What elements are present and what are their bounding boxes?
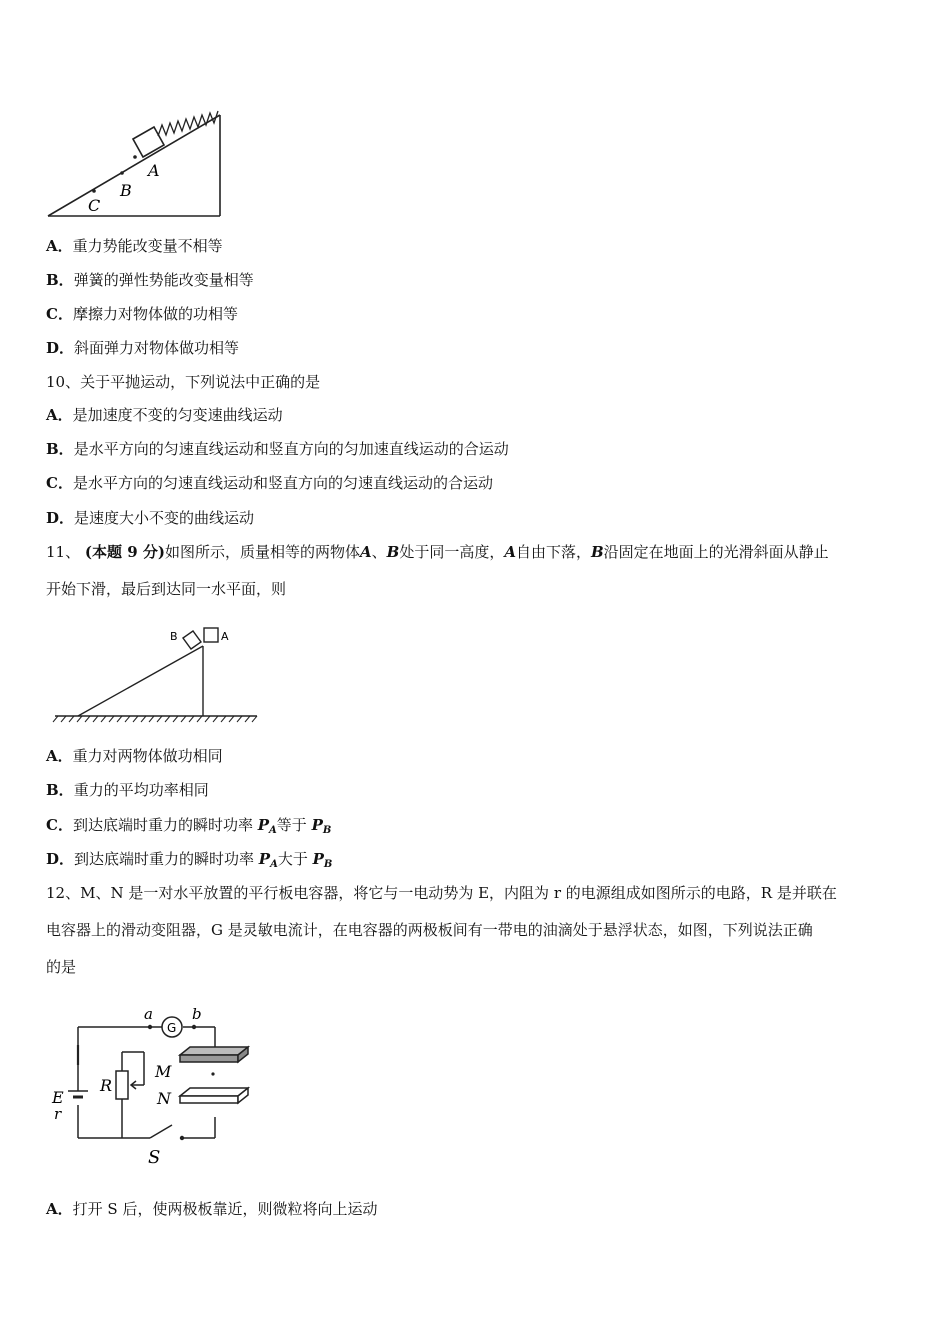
label-e-emf: E bbox=[52, 1088, 64, 1107]
q11-stem-line2: 开始下滑，最后到达同一水平面，则 bbox=[46, 580, 287, 598]
q9-option-c: C．摩擦力对物体做的功相等 bbox=[46, 305, 238, 323]
label-r-resistor: R bbox=[100, 1076, 113, 1095]
q9-option-d: D．斜面弹力对物体做功相等 bbox=[46, 339, 240, 357]
q10-option-a: A．是加速度不变的匀变速曲线运动 bbox=[46, 406, 283, 424]
label-b: B bbox=[170, 630, 178, 643]
label-n-plate: N bbox=[157, 1089, 171, 1108]
label-a: A bbox=[148, 161, 160, 180]
label-s-switch: S bbox=[148, 1147, 161, 1168]
q12-option-a: A．打开 S 后，使两极板靠近，则微粒将向上运动 bbox=[46, 1200, 378, 1218]
q12-stem-line2: 电容器上的滑动变阻器，G 是灵敏电流计，在电容器的两极板间有一带电的油滴处于悬浮状态，如图，下列说法正确 bbox=[46, 921, 813, 939]
q11-option-b: B．重力的平均功率相同 bbox=[46, 781, 209, 799]
q12-stem-line1: 12、M、N 是一对水平放置的平行板电容器，将它与一电动势为 E，内阻为 r 的电源组成如图所示的电路，R 是并联在 bbox=[46, 884, 837, 902]
q11-stem-line1: 11、 (本题 9 分)如图所示，质量相等的两物体A、B处于同一高度，A自由下落，B沿固定在地面上的光滑斜面从静止 bbox=[46, 543, 829, 561]
figure-incline-spring bbox=[40, 95, 230, 225]
label-c: C bbox=[88, 196, 101, 215]
q11-option-a: A．重力对两物体做功相同 bbox=[46, 747, 223, 765]
figure-slope-ab bbox=[50, 620, 265, 728]
q10-stem: 10、关于平抛运动，下列说法中正确的是 bbox=[46, 373, 321, 391]
q10-option-b: B．是水平方向的匀速直线运动和竖直方向的匀加速直线运动的合运动 bbox=[46, 440, 509, 458]
q11-option-c: C．到达底端时重力的瞬时功率 $P_A$等于 $P_B$ bbox=[46, 816, 332, 836]
label-a-node: a bbox=[144, 1005, 153, 1023]
label-r-internal: r bbox=[54, 1105, 62, 1123]
label-b: B bbox=[120, 181, 132, 200]
q10-option-c: C．是水平方向的匀速直线运动和竖直方向的匀速直线运动的合运动 bbox=[46, 474, 493, 492]
q10-option-d: D．是速度大小不变的曲线运动 bbox=[46, 509, 255, 527]
q11-option-d: D．到达底端时重力的瞬时功率 $P_A$大于 $P_B$ bbox=[46, 850, 333, 870]
label-a: A bbox=[221, 630, 229, 643]
label-b-node: b bbox=[192, 1005, 202, 1023]
label-g-meter: G bbox=[167, 1021, 177, 1035]
q12-stem-line3: 的是 bbox=[46, 958, 77, 976]
q9-option-b: B．弹簧的弹性势能改变量相等 bbox=[46, 271, 254, 289]
q9-option-a: A．重力势能改变量不相等 bbox=[46, 237, 223, 255]
figure-circuit bbox=[40, 1005, 260, 1170]
label-m-plate: M bbox=[155, 1062, 172, 1081]
